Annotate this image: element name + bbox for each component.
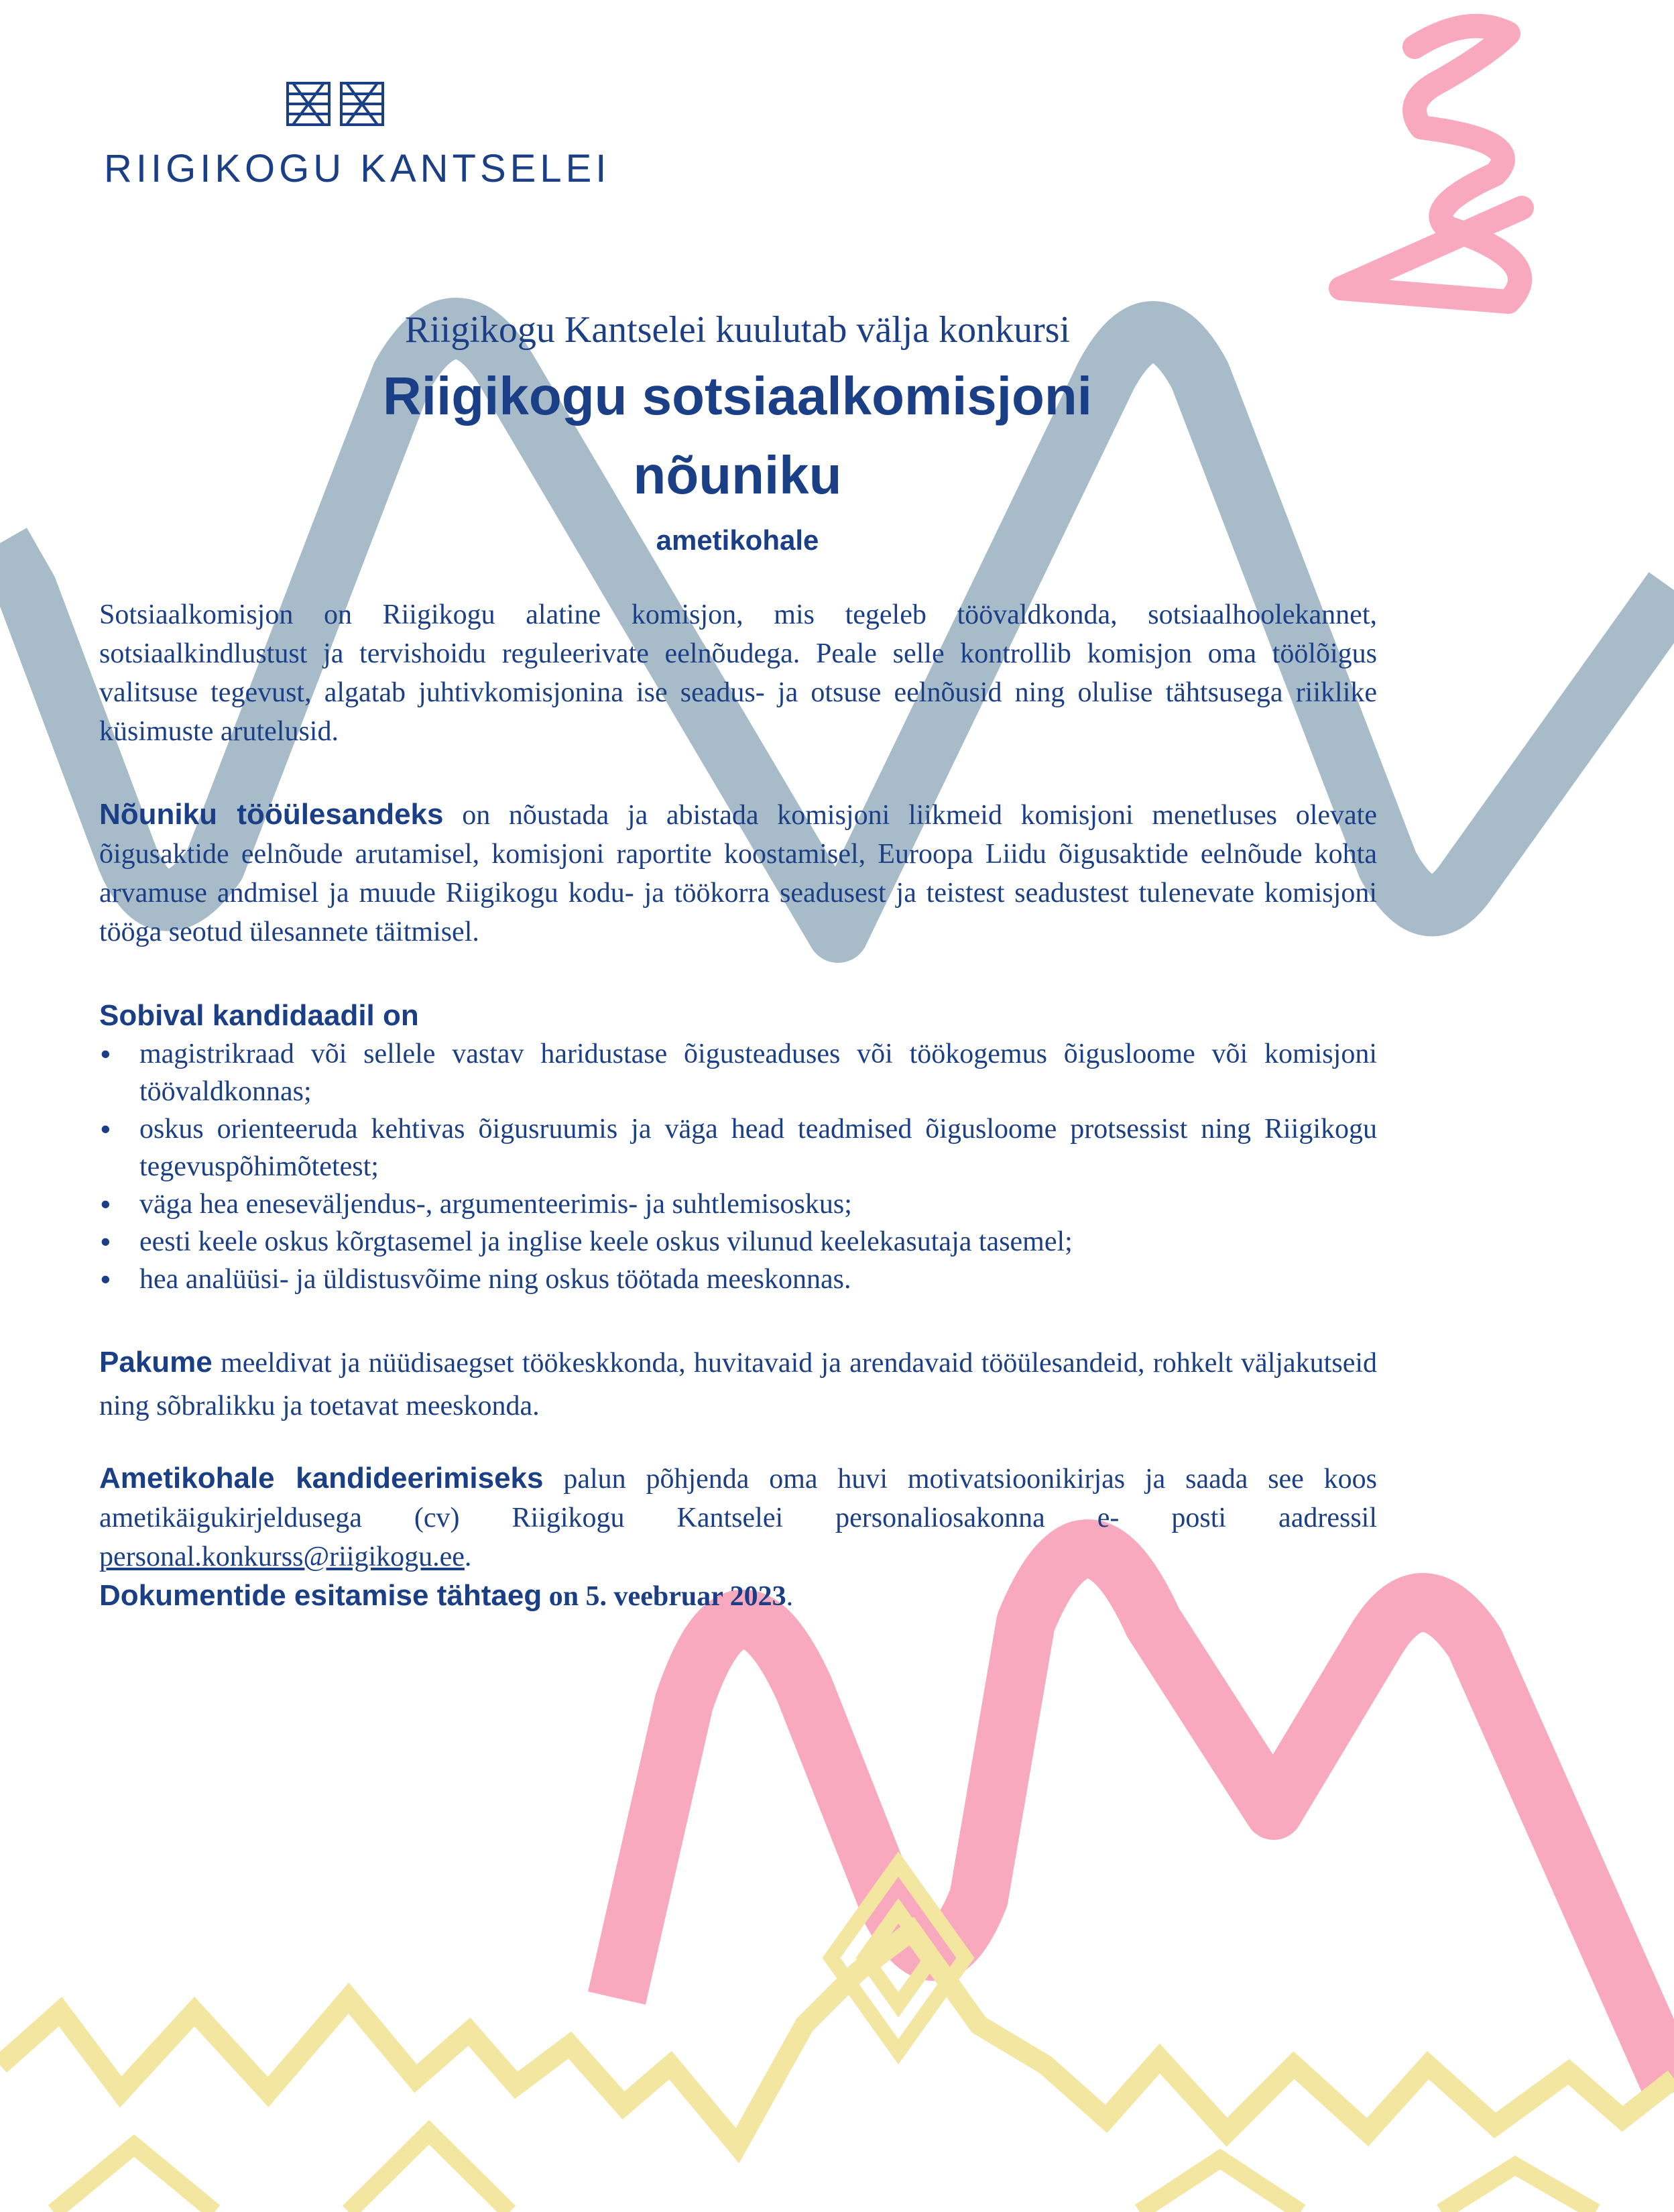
duties-lead: Nõuniku tööülesandeks	[99, 798, 444, 831]
position-title-line2: nõuniku	[633, 445, 842, 505]
committee-description: Sotsiaalkomisjon on Riigikogu alatine komisjon, mis tegeleb töövaldkonda, sotsiaalhoolekannet, sotsiaalkindlustust ja tervishoidu reguleerivate eelnõudega. Peale selle kontrollib komisjon oma töölõigus valitsuse tegevust, algatab juhtivkomisjonina ise seadus- ja otsuse eelnõusid ning olulise tähtsusega riiklike küsimuste arutelusid.	[99, 599, 1377, 747]
requirement-item: • eesti keele oskus kõrgtasemel ja inglise keele oskus vilunud keelekasutaja tasemel;	[99, 1223, 1377, 1261]
requirement-item: • oskus orienteeruda kehtivas õigusruumis ja väga head teadmised õigusloome protsessist ning Riigikogu tegevuspõhimõtetest;	[99, 1110, 1377, 1185]
application-end: .	[464, 1541, 472, 1572]
deadline-lead: Dokumentide esitamise tähtaeg	[99, 1579, 542, 1612]
pink-squiggle-top	[1341, 26, 1522, 302]
application-text: palun põhjenda oma huvi motivatsioonikirjas ja saada see koos ametikäigukirjeldusega (cv) Riigikogu Kantselei personaliosakonna e- posti aadressil	[99, 1464, 1377, 1533]
application-lead: Ametikohale kandideerimiseks	[99, 1462, 544, 1495]
offer-paragraph	[99, 1341, 1377, 1428]
position-title-line1: Riigikogu sotsiaalkomisjoni	[383, 366, 1092, 426]
requirement-item: • hea analüüsi- ja üldistusvõime ning oskus töötada meeskonnas.	[99, 1261, 1377, 1298]
offer-lead: Pakume	[99, 1346, 213, 1379]
position-word: ametikohale	[656, 524, 819, 556]
duties-text: on nõustada ja abistada komisjoni liikmeid komisjoni menetluses olevate õigusaktide eelnõude arutamisel, komisjoni raportite koostamisel, Euroopa Liidu õigusaktide eelnõude kohta arvamuse andmisel ja muude Riigikogu kodu- ja töökorra seadusest ja teistest seadustest tulenevate komisjoni tööga seotud ülesannete täitmisel.	[99, 800, 1377, 947]
requirement-item: • magistrikraad või sellele vastav haridustase õigusteaduses või töökogemus õigusloome või komisjoni töövaldkonnas;	[99, 1035, 1377, 1110]
requirement-item: • väga hea eneseväljendus-, argumenteerimis- ja suhtlemisoskus;	[99, 1185, 1377, 1223]
organization-logo	[104, 80, 611, 191]
deadline-end: .	[786, 1581, 794, 1612]
announcement-subtitle: Riigikogu Kantselei kuulutab välja konkursi	[404, 309, 1071, 351]
pink-wave-ribbon	[617, 1549, 1674, 2092]
email-link[interactable]: personal.konkurss@riigikogu.ee	[99, 1541, 465, 1572]
duties-paragraph	[99, 795, 1377, 951]
offer-text: meeldivat ja nüüdisaegset töökeskkonda, huvitavaid ja arendavaid tööülesandeid, rohkelt väljakutseid ning sõbralikku ja toetavat meeskonda.	[99, 1348, 1377, 1421]
requirements-list	[99, 1035, 1377, 1298]
requirements-heading: Sobival kandidaadil on	[99, 999, 419, 1032]
riigikogu-emblem-icon	[285, 80, 385, 127]
deadline-date: on 5. veebruar 2023	[542, 1581, 786, 1612]
application-paragraph	[99, 1459, 1377, 1576]
announcement-header	[0, 303, 1475, 561]
yellow-zigzag-lower	[54, 2132, 1596, 2212]
deadline-line	[99, 1576, 793, 1617]
organization-name: RIIGIKOGU KANTSELEI	[104, 147, 611, 190]
